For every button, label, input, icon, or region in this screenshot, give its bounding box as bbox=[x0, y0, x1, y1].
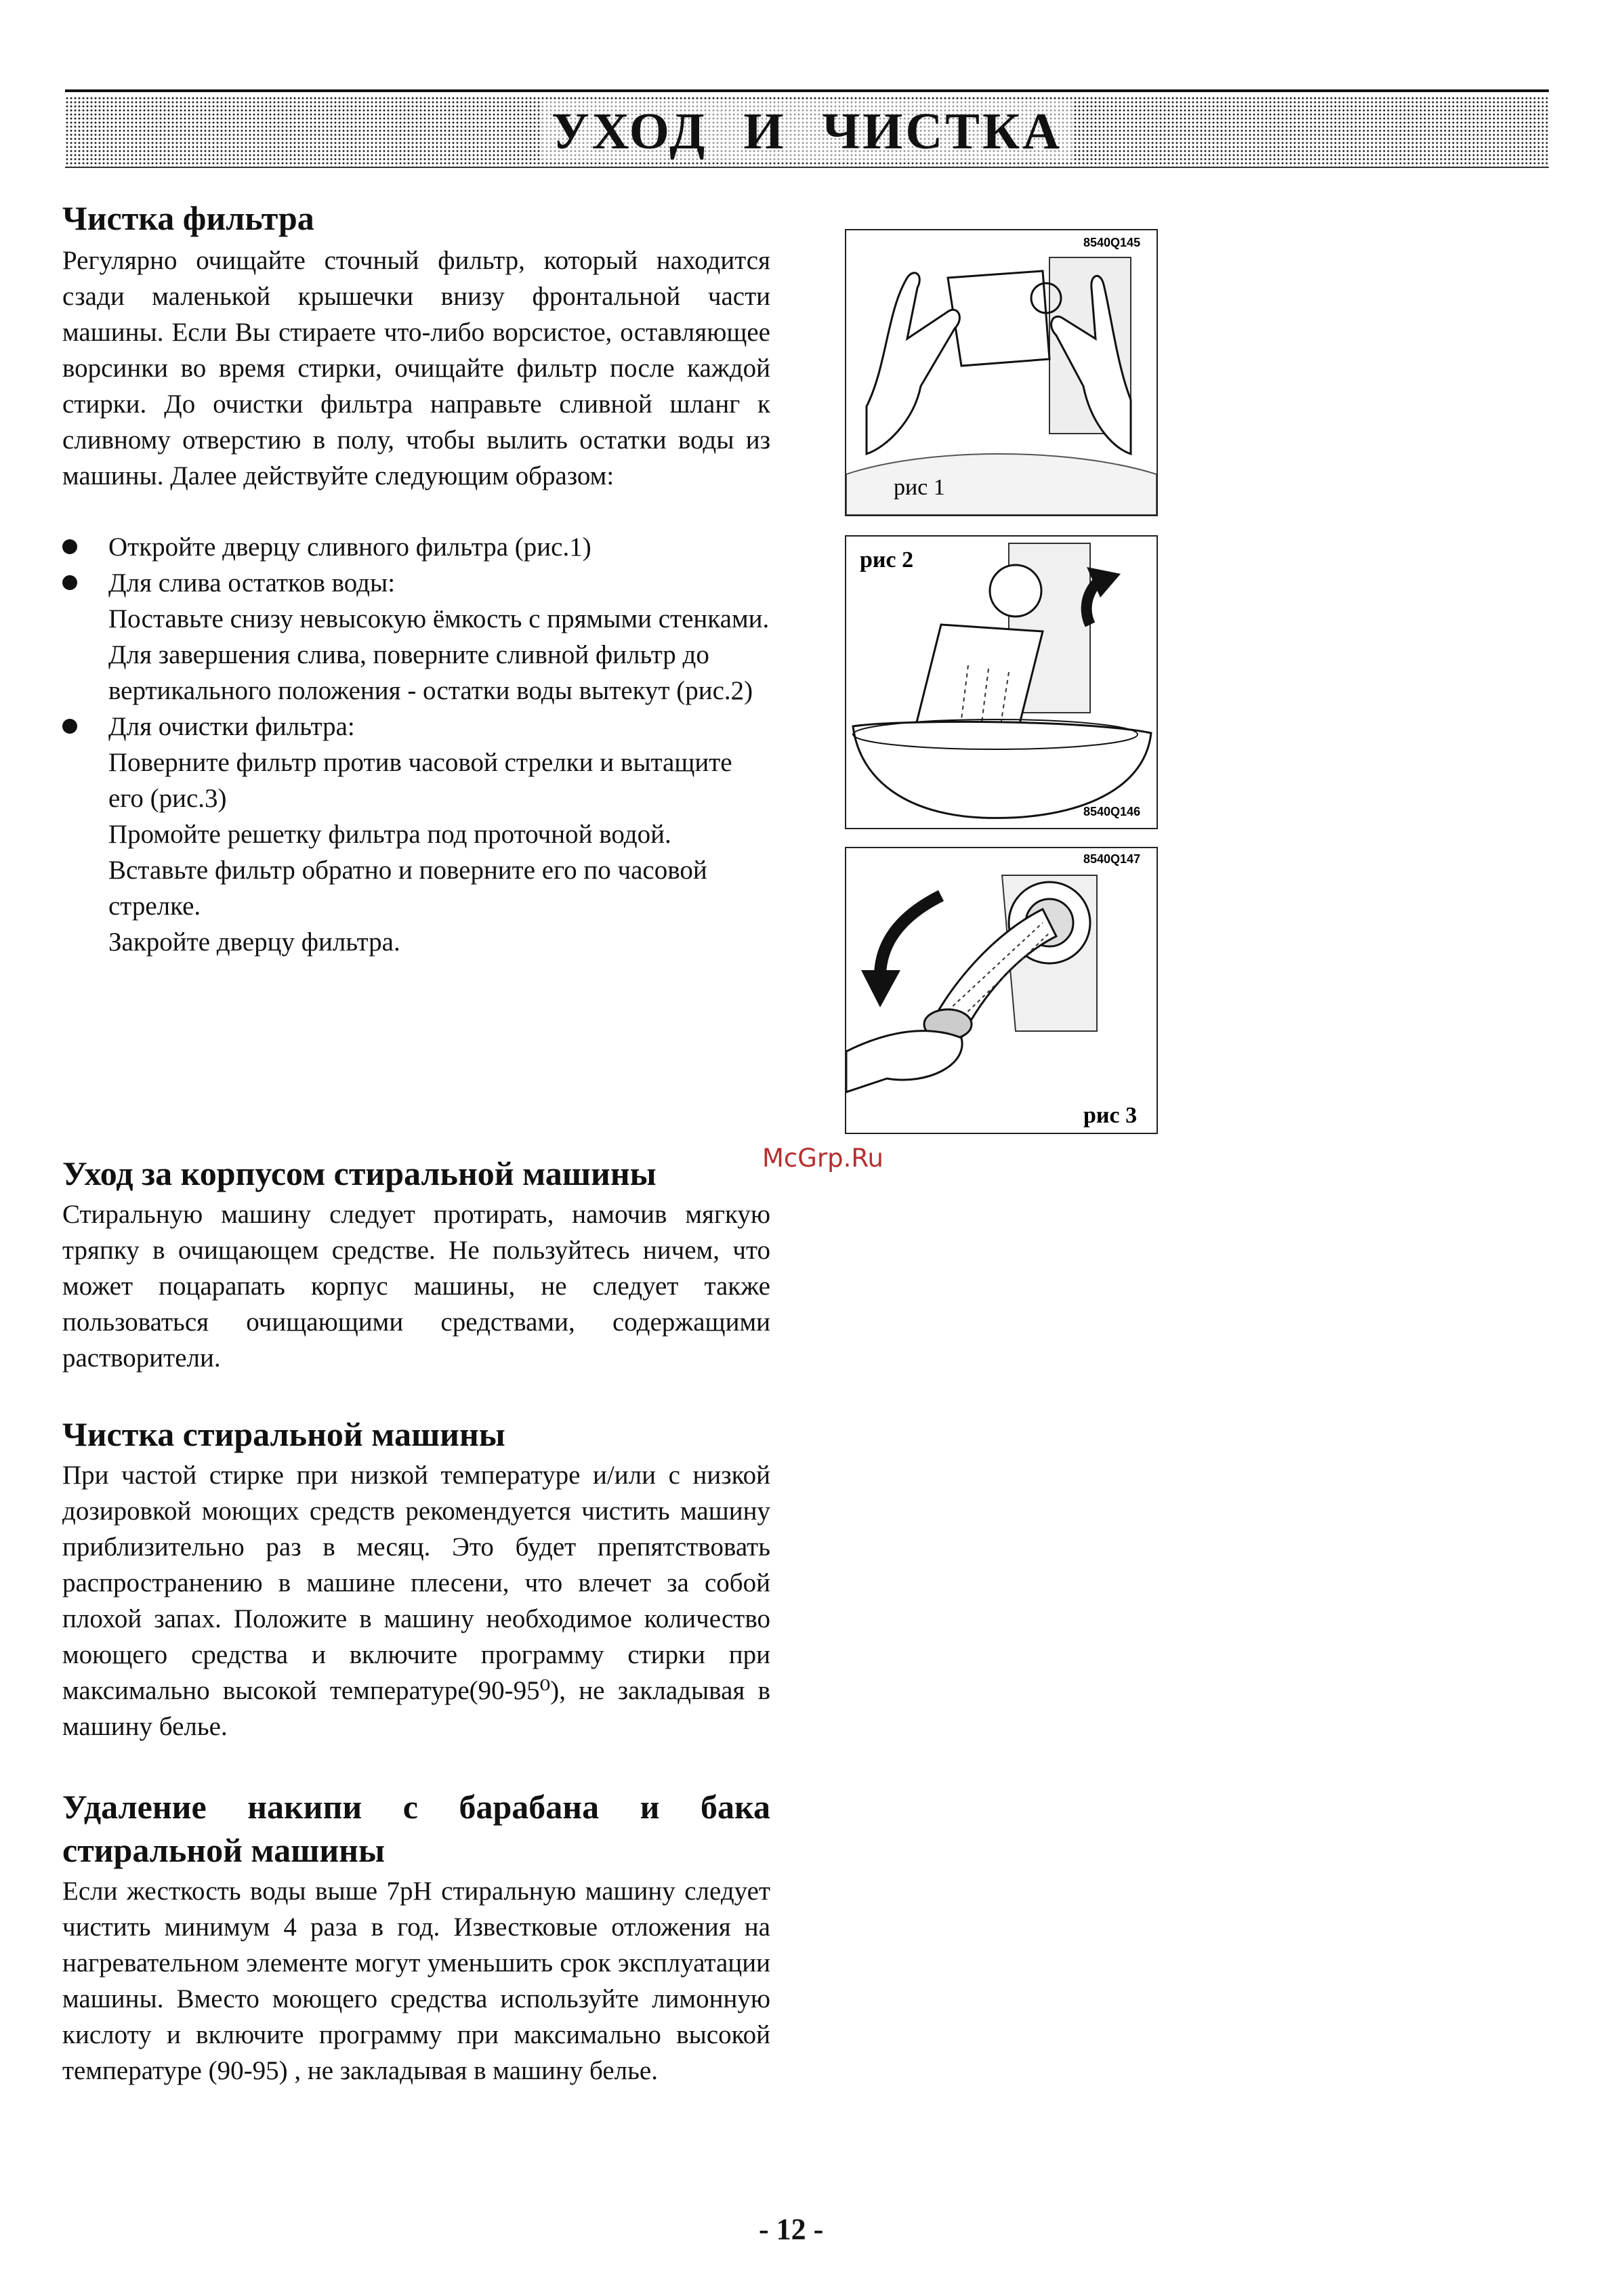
descaling-text: Если жесткость воды выше 7pH стиральную машину следует чистить минимум 4 раза в год. Известковые отложения на нагревательном элементе могут уменьшить срок эксплуатации машины. Вместо моющего средства используйте лимонную кислоту и включите программу при максимально высокой температуре (90-95) , не закладывая в машину белье. bbox=[62, 1877, 770, 2085]
filter-heading: Чистка фильтра bbox=[62, 199, 314, 237]
filter-intro: Регулярно очищайте сточный фильтр, который находится сзади маленькой крышечки внизу фронтальной части машины. Если Вы стираете что-либо ворсистое, оставляющее ворсинки во время стирки, очищайте фильтр после каждой стирки. До очистки фильтра направьте сливной шланг к сливному отверстию в полу, чтобы вылить остатки воды из машины. Далее действуйте следующим образом: bbox=[62, 246, 770, 490]
figure-code: 8540Q145 bbox=[1083, 236, 1141, 249]
filter-steps bbox=[62, 529, 770, 960]
arrow-counterclockwise-icon bbox=[861, 970, 900, 1007]
figure-label: рис 2 bbox=[860, 547, 914, 572]
body-care-section bbox=[62, 1152, 770, 1376]
step-line: Для очистки фильтра: bbox=[108, 712, 355, 741]
machine-cleaning-heading: Чистка стиральной машины bbox=[62, 1415, 505, 1453]
step-line: Промойте решетку фильтра под проточной водой. bbox=[108, 820, 671, 849]
figure-label: рис 3 bbox=[1083, 1103, 1138, 1128]
body-care-text: Стиральную машину следует протирать, намочив мягкую тряпку в очищающем средстве. Не пользуйтесь ничем, что может поцарапать корпус машины, не следует также пользоваться очищающими средствами, содержащими растворители. bbox=[62, 1200, 770, 1373]
body-care-heading: Уход за корпусом стиральной машины bbox=[62, 1154, 657, 1192]
bullet-icon bbox=[62, 719, 77, 734]
figure-3 bbox=[845, 847, 1158, 1134]
step-line: Поверните фильтр против часовой стрелки и вытащите его (рис.3) bbox=[108, 748, 732, 813]
step-line: Закройте дверцу фильтра. bbox=[108, 927, 400, 957]
bullet-icon bbox=[62, 575, 77, 590]
descaling-section bbox=[62, 1785, 770, 2089]
section-banner bbox=[65, 96, 1549, 168]
step-line: Для завершения слива, поверните сливной фильтр до вертикального положения - остатки воды вытекут (рис.2) bbox=[108, 640, 753, 705]
header-rule bbox=[65, 89, 1549, 92]
watermark: McGrp.Ru bbox=[762, 1144, 883, 1173]
page-title: УХОД И ЧИСТКА bbox=[542, 100, 1072, 163]
remove-filter-illustration bbox=[846, 848, 1157, 1133]
filter-step bbox=[62, 565, 770, 709]
step-line: Вставьте фильтр обратно и поверните его по часовой стрелке. bbox=[108, 856, 707, 921]
step-line: Для слива остатков воды: bbox=[108, 568, 396, 598]
figure-code: 8540Q147 bbox=[1083, 852, 1141, 866]
filter-door-illustration bbox=[846, 230, 1157, 515]
figure-1 bbox=[845, 229, 1158, 516]
filter-section bbox=[62, 196, 770, 960]
descaling-heading: Удаление накипи с барабана и бака стиральной машины bbox=[62, 1788, 770, 1869]
filter-step bbox=[62, 709, 770, 960]
page-number: - 12 - bbox=[759, 2213, 824, 2246]
machine-cleaning-text: При частой стирке при низкой температуре и/или с низкой дозировкой моющих средств рекомендуется чистить машину приблизительно раз в месяц. Это будет препятствовать распространению в машине плесени, что влечет за собой плохой запах. Положите в машину необходимое количество моющего средства и включите программу стирки при максимально высокой температуре(90-95⁰), не закладывая в машину белье. bbox=[62, 1461, 770, 1741]
drain-water-illustration bbox=[846, 537, 1157, 828]
figure-2 bbox=[845, 535, 1158, 829]
figure-code: 8540Q146 bbox=[1083, 805, 1141, 818]
machine-cleaning-section bbox=[62, 1413, 770, 1744]
step-line: Откройте дверцу сливного фильтра (рис.1) bbox=[108, 532, 591, 562]
filter-step bbox=[62, 529, 770, 565]
bullet-icon bbox=[62, 539, 77, 554]
step-line: Поставьте снизу невысокую ёмкость с прямыми стенками. bbox=[108, 604, 770, 633]
figure-label: рис 1 bbox=[894, 475, 945, 500]
